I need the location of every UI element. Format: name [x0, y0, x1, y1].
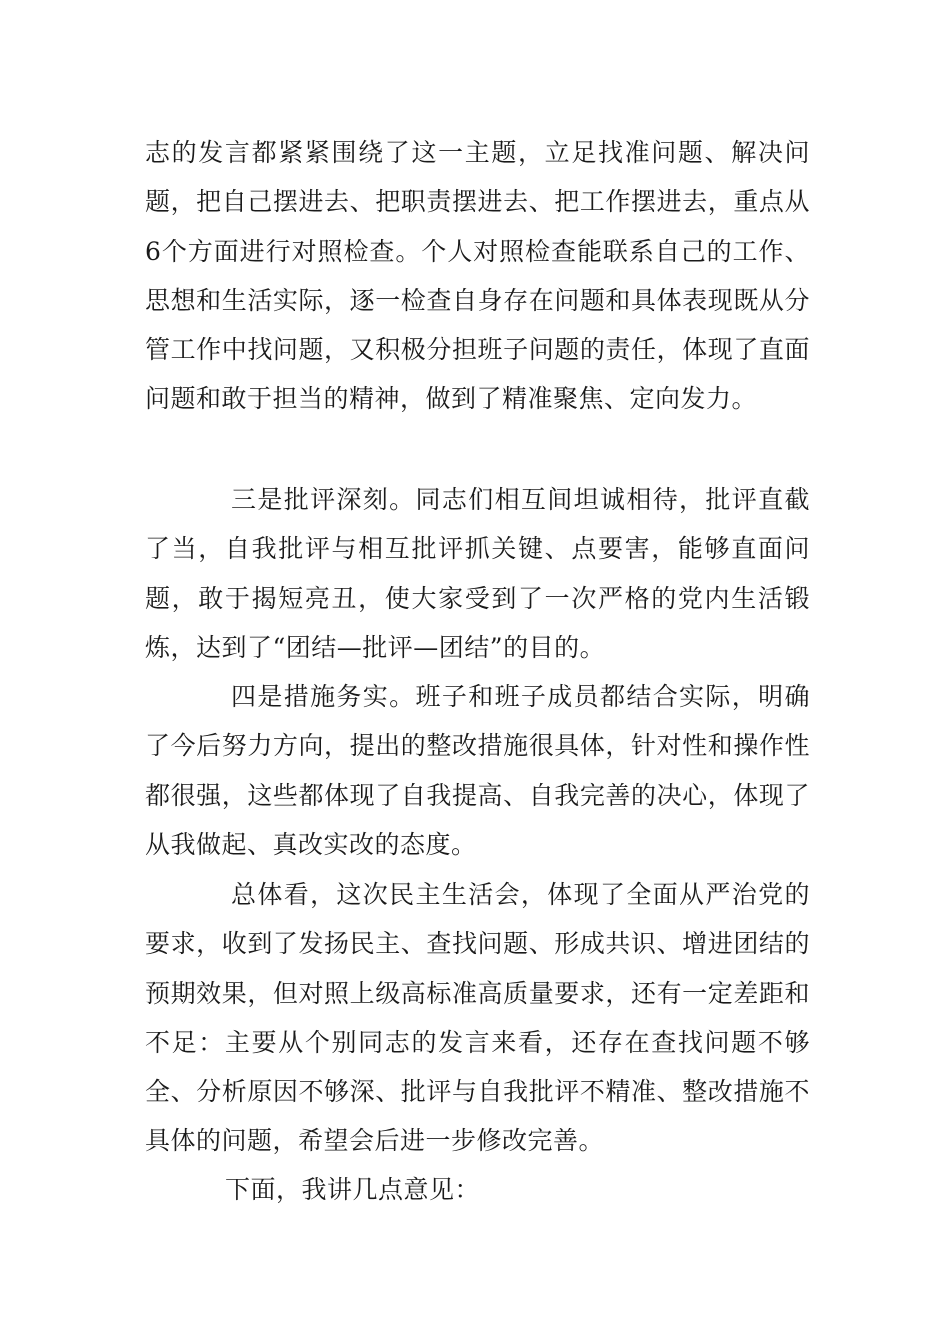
paragraph-overall: 总体看，这次民主生活会，体现了全面从严治党的要求，收到了发扬民主、查找问题、形成共识、增进团结的预期效果，但对照上级高标准高质量要求，还有一定差距和不足：主要从个别同志的发言来看，还存在查找问题不够全、分析原因不够深、批评与自我批评不精准、整改措施不具体的问题，希望会后进一步修改完善。 [145, 880, 810, 1156]
paragraph-criticism: 三是批评深刻。同志们相互间坦诚相待，批评直截了当，自我批评与相互批评抓关键、点要害，能够直面问题，敢于揭短亮丑，使大家受到了一次严格的党内生活锻炼，达到了“团结—批评—团结”的目的。 [145, 485, 810, 662]
paragraph-opinions-intro: 下面，我讲几点意见： [225, 1175, 481, 1204]
paragraph-measures: 四是措施务实。班子和班子成员都结合实际，明确了今后努力方向，提出的整改措施很具体，针对性和操作性都很强，这些都体现了自我提高、自我完善的决心，体现了从我做起、真改实改的态度。 [145, 682, 810, 859]
paragraph-continuation: 志的发言都紧紧围绕了这一主题，立足找准问题、解决问题，把自己摆进去、把职责摆进去、把工作摆进去，重点从6个方面进行对照检查。个人对照检查能联系自己的工作、思想和生活实际，逐一检查自身存在问题和具体表现既从分管工作中找问题，又积极分担班子问题的责任，体现了直面问题和敢于担当的精神，做到了精准聚焦、定向发力。 [145, 138, 810, 414]
